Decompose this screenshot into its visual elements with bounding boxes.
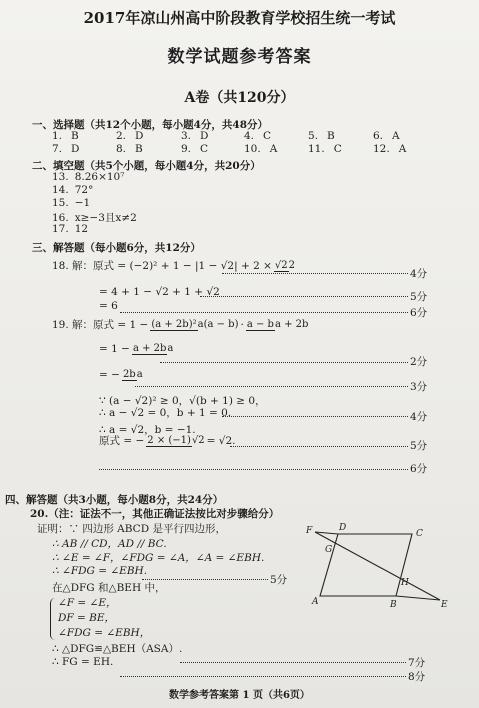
proof-line: DF = BE， — [58, 612, 116, 624]
parallelogram-abcd — [320, 534, 412, 596]
fill-answer: 17. 12 — [52, 223, 89, 235]
q18-fraction: √22 — [274, 259, 296, 271]
q19-line4: ∵ (a − √2)² ≥ 0，√(b + 1) ≥ 0， — [99, 395, 266, 407]
page-footer: 数学参考答案第 1 页（共6页） — [169, 690, 310, 701]
score-mark: 2分 — [410, 356, 428, 368]
proof-line: ∴ AB // CD，AD // BC. — [52, 538, 167, 550]
choice-answer: 7. D — [52, 143, 80, 155]
dotted-leader — [120, 676, 406, 677]
q18-line2: = 4 + 1 − √2 + 1 + √2 — [99, 286, 220, 298]
label-h: H — [401, 578, 409, 588]
brace — [50, 598, 55, 640]
q19-line1: 19. 解：原式 = 1 − (a + 2b)²a(a − b) · a − ba + 2b — [52, 318, 309, 331]
score-mark: 5分 — [410, 440, 428, 452]
q18-line3: = 6 — [99, 300, 118, 312]
q19-line2: = 1 − a + 2ba — [99, 343, 174, 355]
label-f: F — [306, 526, 313, 536]
label-a: A — [312, 597, 319, 607]
dotted-leader — [222, 416, 408, 417]
choice-answer: 8. B — [116, 143, 143, 155]
q19-line5: ∴ a − √2 = 0，b + 1 = 0. — [99, 407, 232, 419]
choice-answer: 9. C — [181, 143, 209, 155]
line-fe — [315, 532, 440, 600]
q19-line6: ∴ a = √2，b = −1. — [99, 424, 196, 436]
score-mark: 7分 — [408, 657, 426, 669]
score-mark: 6分 — [410, 463, 428, 475]
score-mark: 4分 — [410, 268, 428, 280]
choice-answer: 10. A — [244, 143, 278, 155]
choice-answer: 4. C — [244, 130, 272, 142]
fill-answer: 14. 72° — [52, 184, 94, 196]
part2-heading: 二、填空题（共5个小题，每小题4分，共20分） — [32, 160, 261, 172]
dotted-leader — [160, 362, 408, 363]
dotted-leader — [135, 386, 408, 387]
dotted-leader — [200, 296, 408, 297]
proof-line: ∴ ∠E = ∠F，∠FDG = ∠A，∠A = ∠EBH. — [52, 552, 265, 564]
part1-heading: 一、选择题（共12个小题，每小题4分，共48分） — [32, 119, 269, 131]
q20-note: 20.（注：证法不一，其他正确证法按比对步骤给分） — [30, 508, 280, 520]
exam-title: 2017年凉山州高中阶段教育学校招生统一考试 — [83, 9, 396, 27]
proof-line: ∴ FG = EH. — [52, 656, 114, 668]
choice-answer: 5. B — [308, 130, 335, 142]
part4-heading: 四、解答题（共3小题，每小题8分，共24分） — [5, 494, 224, 506]
choice-answer: 2. D — [116, 130, 144, 142]
q19-line7: 原式 = − 2 × (−1)√2 = √2. — [99, 434, 236, 447]
choice-answer: 6. A — [373, 130, 400, 142]
answer-title: 数学试题参考答案 — [167, 47, 312, 67]
proof-line: ∠F = ∠E， — [58, 597, 117, 609]
dotted-leader — [222, 273, 408, 274]
dotted-leader — [99, 469, 408, 470]
choice-answer: 1. B — [52, 130, 79, 142]
score-mark: 5分 — [270, 574, 288, 586]
score-mark: 5分 — [410, 291, 428, 303]
label-e: E — [441, 600, 448, 608]
score-mark: 4分 — [410, 411, 428, 423]
dotted-leader — [180, 662, 406, 663]
choice-answer: 3. D — [181, 130, 209, 142]
choice-answer: 11. C — [308, 143, 342, 155]
q18-line1: 18. 解：原式 = (−2)² + 1 − |1 − √2| + 2 × √22 — [52, 259, 296, 272]
fill-answer: 13. 8.26×10⁷ — [52, 171, 125, 183]
score-mark: 8分 — [408, 671, 426, 683]
proof-line: 证明：∵ 四边形 ABCD 是平行四边形， — [37, 523, 226, 535]
q19-line3: = − 2ba — [99, 369, 143, 381]
fill-answer: 16. x≥−3且x≠2 — [52, 212, 137, 224]
label-d: D — [339, 523, 347, 533]
choice-answer: 12. A — [373, 143, 407, 155]
dotted-leader — [230, 446, 408, 447]
proof-line: ∴ △DFG≌△BEH（ASA）. — [52, 643, 183, 655]
part3-heading: 三、解答题（每小题6分，共12分） — [32, 242, 201, 254]
parallelogram-figure — [300, 518, 450, 608]
label-b: B — [390, 600, 397, 608]
label-g: G — [325, 545, 333, 555]
fill-answer: 15. −1 — [52, 197, 91, 209]
dotted-leader — [120, 312, 408, 313]
section-title: A卷（共120分） — [184, 90, 295, 106]
score-mark: 3分 — [410, 381, 428, 393]
score-mark: 6分 — [410, 307, 428, 319]
proof-line: ∠FDG = ∠EBH， — [58, 627, 151, 639]
label-c: C — [416, 529, 423, 539]
proof-line: ∴ ∠FDG = ∠EBH. — [52, 565, 148, 577]
proof-line: 在△DFG 和△BEH 中， — [52, 582, 166, 594]
